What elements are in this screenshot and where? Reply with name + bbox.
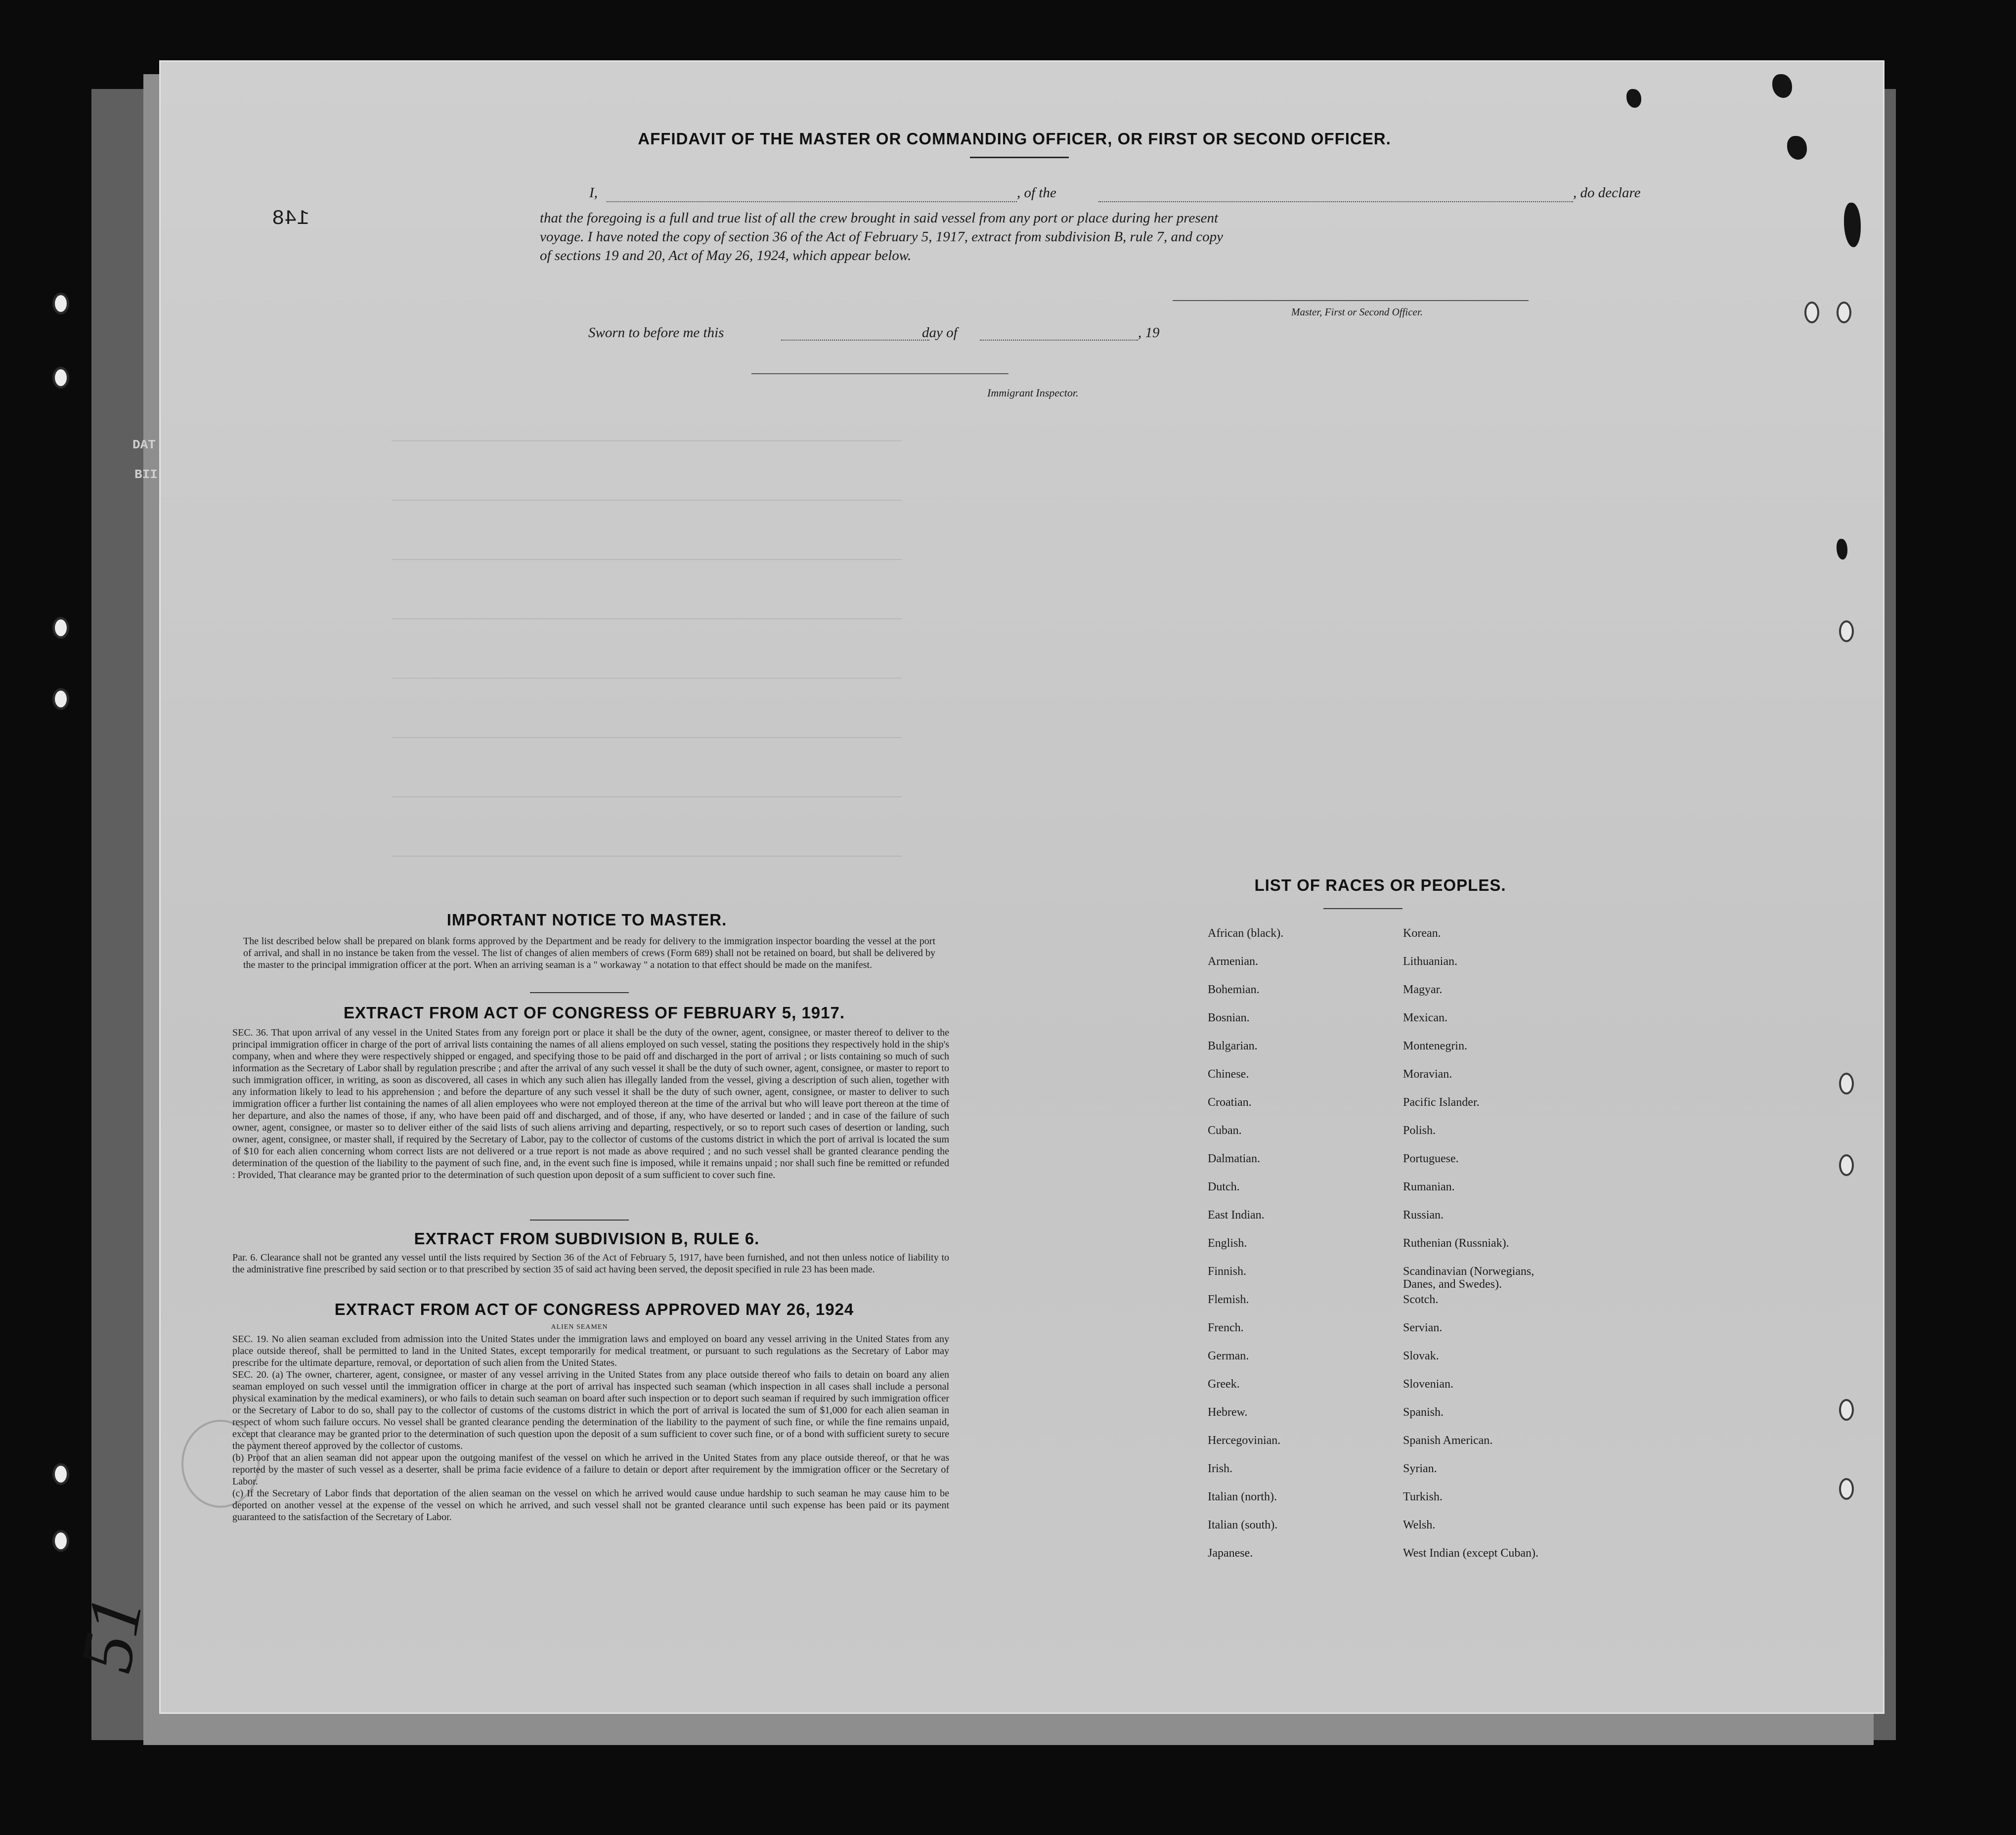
margin-fragment-1: DAT [132,437,156,452]
binder-hole [52,1530,69,1552]
affidavit-body-line-2: voyage. I have noted the copy of section 36 of the Act of February 5, 1917, extract from subdivision B, rule 7, and copy [540,229,1224,245]
affidavit-body-line-3: of sections 19 and 20, Act of May 26, 1924, which appear below. [540,248,912,263]
race-item: Korean. [1403,927,1441,940]
race-item: African (black). [1208,927,1284,940]
extract-1917-title: EXTRACT FROM ACT OF CONGRESS OF FEBRUARY 5, 1917. [343,1004,845,1022]
race-item: English. [1208,1237,1247,1250]
margin-fragment-2: BII [134,467,158,482]
binder-hole [1839,1154,1854,1176]
race-item: Servian. [1403,1321,1443,1334]
race-item: Syrian. [1403,1462,1437,1475]
race-item: Mexican. [1403,1011,1447,1024]
race-item: Bulgarian. [1208,1040,1258,1052]
race-item: Rumanian. [1403,1180,1455,1193]
affidavit-of-the-label: , of the [1017,185,1056,201]
year-label: , 19 [1138,325,1160,341]
affidavit-declare-label: , do declare [1573,185,1641,201]
sworn-day-blank [781,340,929,341]
bleed-through: ────────────────────────────────────────────────────────────────────────────────────── [392,792,902,803]
sec20-text: SEC. 20. (a) The owner, charterer, agent, consignee, or master of any vessel arriving in the United States from any place outside thereof who fails to detain on board any alien seaman employed on such vessel until the immigration officer in charge at the port of arrival has inspected such seaman (which inspection in all cases shall include a personal physical examination by the medical examiners), or who fails to detain such seaman on board after such inspection or to deport such seaman if required by such immigration officer or the Secretary of Labor to do so, shall pay to the collector of customs of the customs district in which the port of arrival is located the sum of $1,000 for each alien seaman in respect of whom such failure occurs. No vessel shall be granted clearance pending the determination of the liability to the payment of such fine, or while the fine remains unpaid, except that clearance may be granted prior to the determination of such question upon the deposit of a sum sufficient to cover such fine, or of a bond with sufficient surety to secure the payment thereof approved by the collector of customs. [232,1369,949,1451]
binder-hole [52,1463,69,1485]
sworn-label: Sworn to before me this [588,325,724,341]
title-underline [970,157,1069,158]
notice-title: IMPORTANT NOTICE TO MASTER. [446,911,727,929]
notice-body: The list described below shall be prepared on blank forms approved by the Department and be ready for delivery to the immigration inspector boarding the vessel at the port of arrival, and shall in no instance be taken from the vessel. The list of changes of alien members of crews (Form 689) shall not be retained on board, but shall be delivered by the master to the principal immigration officer at the port. When an arriving seaman is a " workaway " a notation to that effect should be made on the manifest. [243,936,935,970]
binder-hole [1804,302,1819,323]
races-underline [1323,908,1402,909]
handwritten-mark: 51 [64,1590,158,1678]
binder-hole [1839,1478,1854,1500]
race-item: Italian (south). [1208,1519,1278,1531]
bleed-through: ────────────────────────────────────────────────────────────────────────────────────── [392,436,902,447]
vessel-blank [1098,201,1573,202]
race-item: Portuguese. [1403,1152,1459,1165]
extract-1924-subtitle: ALIEN SEAMEN [551,1323,608,1331]
race-item: Turkish. [1403,1490,1443,1503]
extract-rule6-title: EXTRACT FROM SUBDIVISION B, RULE 6. [414,1229,760,1248]
binder-hole [1839,1399,1854,1421]
sec20b-text: (b) Proof that an alien seaman did not appear upon the outgoing manifest of the vessel on which he arrived in the United States from any place outside thereof, or that he was reported by the master of such vessel as a deserter, shall be prima facie evidence of a failure to detain or deport after requirement by the immigration officer or the Secretary of Labor. [232,1452,949,1487]
bleed-through: ────────────────────────────────────────────────────────────────────────────────────── [392,495,902,507]
binder-hole [1837,302,1851,323]
bleed-through: ────────────────────────────────────────────────────────────────────────────────────── [392,733,902,744]
race-item: French. [1208,1321,1244,1334]
race-item: Slovenian. [1403,1378,1453,1391]
section-divider [530,1220,629,1221]
extract-1924-body [232,1333,949,1523]
race-item: Lithuanian. [1403,955,1457,968]
name-blank [607,201,1017,202]
race-item: Slovak. [1403,1350,1439,1362]
master-signature-label: Master, First or Second Officer. [1291,306,1423,318]
race-item: Flemish. [1208,1293,1249,1306]
bleed-through: ────────────────────────────────────────────────────────────────────────────────────── [392,614,902,625]
races-title: LIST OF RACES OR PEOPLES. [1254,876,1506,894]
extract-1924-title: EXTRACT FROM ACT OF CONGRESS APPROVED MAY 26, 1924 [334,1300,854,1318]
race-item: Welsh. [1403,1519,1436,1531]
binder-hole [1839,620,1854,642]
race-item: Hebrew. [1208,1406,1248,1419]
race-item: East Indian. [1208,1209,1265,1222]
race-item: Scandinavian (Norwegians, Danes, and Swedes). [1403,1265,1534,1291]
extract-1917-body: SEC. 36. That upon arrival of any vessel in the United States from any foreign port or place it shall be the duty of the owner, agent, consignee, or master thereof to deliver to the principal immigration officer in charge of the port of arrival lists containing the names of all aliens employed on such vessel, stating the positions they respectively hold in the ship's company, when and where they were respectively shipped or engaged, and specifying those to be paid off and discharged in the port of arrival ; or lists containing so much of such information as the Secretary of Labor shall by regulation prescribe ; and after the arrival of any such vessel it shall be the duty of such owner, agent, consignee, or master to report to such immigration officer, in writing, as soon as discovered, all cases in which any such alien has illegally landed from the vessel, giving a description of such alien, together with any information likely to lead to his apprehension ; and before the departure of any such vessel it shall be the duty of such owner, agent, consignee, or master to deliver to such immigration officer a further list containing the names of all alien employees who were not employed thereon at the time of the arrival but who will leave port thereon at the time of her departure, and also the names of those, if any, who have been paid off and discharged, and of those, if any, who have deserted or landed ; and in case of the failure of such owner, agent, consignee, or master so to deliver either of the said lists of such aliens arriving and departing, respectively, or so to report such cases of desertion or landing, such owner, agent, consignee, or master shall, if required by the Secretary of Labor, pay to the collector of customs of the customs district in which the port of arrival is located the sum of $10 for each alien concerning whom correct lists are not delivered or a true report is not made as above required ; and no such vessel shall be granted clearance pending the determination of the question of the liability to the payment of such fine, and, in the event such fine is imposed, while it remains unpaid ; nor shall such fine be remitted or refunded : Provided, That clearance may be granted prior to the determination of such question upon deposit of a sum sufficient to cover such fine. [232,1027,949,1180]
race-item: Armenian. [1208,955,1258,968]
race-item: Polish. [1403,1124,1436,1137]
day-of-label: day of [922,325,958,341]
race-item: Bosnian. [1208,1011,1250,1024]
races-list [1208,927,1653,1575]
race-item: Greek. [1208,1378,1240,1391]
race-item: Russian. [1403,1209,1444,1222]
affidavit-title: AFFIDAVIT OF THE MASTER OR COMMANDING OFFICER, OR FIRST OR SECOND OFFICER. [638,130,1391,148]
race-item: Ruthenian (Russniak). [1403,1237,1509,1250]
race-item: Montenegrin. [1403,1040,1467,1052]
binder-hole [52,293,69,314]
race-item: German. [1208,1350,1249,1362]
binder-hole [52,688,69,710]
master-signature-line [1173,300,1529,301]
race-item: Cuban. [1208,1124,1242,1137]
race-item: Japanese. [1208,1547,1253,1560]
race-item: Bohemian. [1208,983,1260,996]
binder-hole [52,367,69,389]
bleed-through: ────────────────────────────────────────────────────────────────────────────────────── [392,851,902,863]
race-item: Croatian. [1208,1096,1252,1109]
inspector-label: Immigrant Inspector. [987,387,1079,399]
sec19-text: SEC. 19. No alien seaman excluded from admission into the United States under the immigration laws and employed on board any vessel arriving in the United States from any place outside thereof, shall be permitted to land in the United States, except temporarily for medical treatment, or pursuant to such regulations as the Secretary of Labor may prescribe for the ultimate departure, removal, or deportation of such alien from the United States. [232,1334,949,1368]
race-item: Dutch. [1208,1180,1240,1193]
extract-rule6-body: Par. 6. Clearance shall not be granted any vessel until the lists required by Section 36 of the Act of February 5, 1917, have been furnished, and not then unless notice of liability to the administrative fine prescribed by said section or to that prescribed by section 35 of said act having been served, the deposit specified in rule 23 has been made. [232,1252,949,1275]
race-item: Magyar. [1403,983,1443,996]
inspector-signature-line [751,373,1008,374]
bleed-through: ────────────────────────────────────────────────────────────────────────────────────── [392,673,902,685]
binder-hole [52,617,69,639]
faint-seal [181,1420,260,1508]
race-item: Irish. [1208,1462,1232,1475]
race-item: West Indian (except Cuban). [1403,1547,1538,1560]
sworn-month-blank [980,340,1138,341]
ink-blot [1837,539,1847,560]
race-item: Dalmatian. [1208,1152,1260,1165]
affidavit-i-label: I, [589,185,598,201]
race-item: Moravian. [1403,1068,1452,1081]
race-item: Pacific Islander. [1403,1096,1480,1109]
race-item: Chinese. [1208,1068,1249,1081]
race-item: Spanish. [1403,1406,1444,1419]
binder-hole [1839,1073,1854,1094]
sec20c-text: (c) If the Secretary of Labor finds that deportation of the alien seaman on the vessel on which he arrived would cause undue hardship to such seaman he may cause him to be deported on another vessel at the expense of the vessel on which he arrived, and such vessel shall not be granted clearance until such expense has been paid or its payment guaranteed to the satisfaction of the Secretary of Labor. [232,1488,949,1523]
race-item: Scotch. [1403,1293,1439,1306]
race-item: Spanish American. [1403,1434,1493,1447]
affidavit-body-line-1: that the foregoing is a full and true list of all the crew brought in said vessel from any port or place during her present [540,210,1219,226]
race-item: Finnish. [1208,1265,1247,1278]
section-divider [530,992,629,993]
affidavit-body [540,209,1677,265]
race-item: Hercegovinian. [1208,1434,1281,1447]
stamp-number: 148 [272,207,309,230]
race-item: Italian (north). [1208,1490,1277,1503]
bleed-through: ────────────────────────────────────────────────────────────────────────────────────── [392,555,902,566]
